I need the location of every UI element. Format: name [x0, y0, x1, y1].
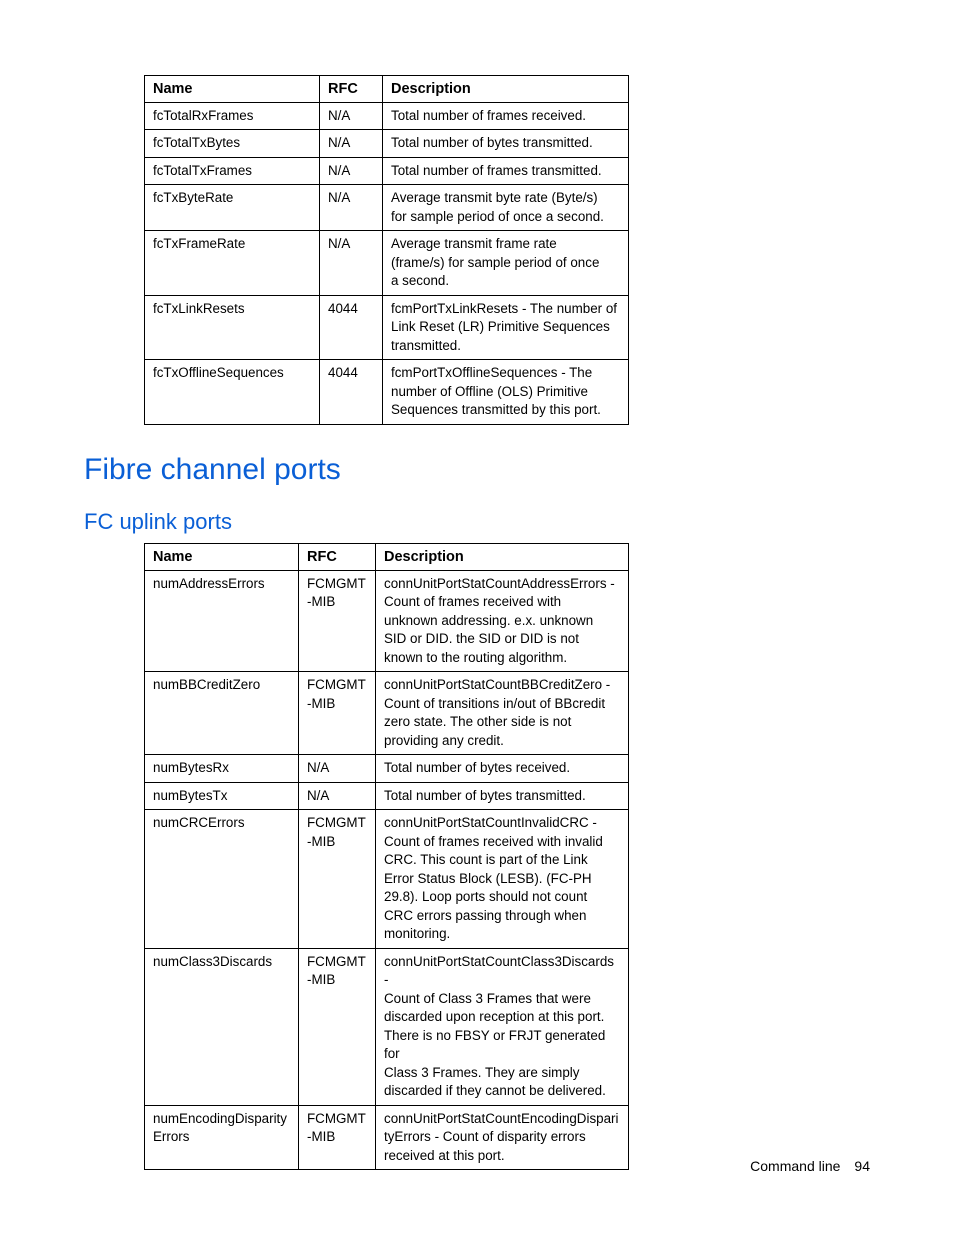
- cell-rfc: 4044: [320, 295, 383, 360]
- cell-rfc: FCMGMT -MIB: [299, 810, 376, 949]
- cell-rfc: 4044: [320, 360, 383, 425]
- table-row: [145, 672, 629, 755]
- table-row: [145, 231, 629, 296]
- table-row: [145, 782, 629, 810]
- table-row: [145, 360, 629, 425]
- cell-name: numClass3Discards: [145, 948, 299, 1105]
- page-footer: [736, 1158, 870, 1174]
- cell-name: fcTotalTxBytes: [145, 130, 320, 158]
- column-header-rfc: RFC: [299, 544, 376, 571]
- page-number: 94: [854, 1158, 870, 1174]
- cell-description: connUnitPortStatCountAddressErrors - Count of frames received with unknown addressing. e.x. unknown SID or DID. the SID or DID is not known to the routing algorithm.: [376, 570, 629, 672]
- cell-description: Average transmit frame rate (frame/s) for sample period of once a second.: [383, 231, 629, 296]
- cell-name: numBytesTx: [145, 782, 299, 810]
- mib-table-fc-uplink-ports: [144, 543, 629, 1170]
- table-header-row: [145, 76, 629, 103]
- cell-rfc: N/A: [320, 130, 383, 158]
- table-row: [145, 130, 629, 158]
- cell-rfc: FCMGMT -MIB: [299, 672, 376, 755]
- cell-name: numBBCreditZero: [145, 672, 299, 755]
- cell-rfc: FCMGMT -MIB: [299, 1105, 376, 1170]
- mib-table-fc-counters: [144, 75, 629, 425]
- cell-name: numEncodingDisparity Errors: [145, 1105, 299, 1170]
- table-row: [145, 295, 629, 360]
- cell-description: Total number of bytes transmitted.: [383, 130, 629, 158]
- cell-rfc: N/A: [320, 231, 383, 296]
- table-row: [145, 1105, 629, 1170]
- table-header-row: [145, 544, 629, 571]
- cell-rfc: N/A: [320, 185, 383, 231]
- cell-description: Average transmit byte rate (Byte/s) for sample period of once a second.: [383, 185, 629, 231]
- section-heading: Fibre channel ports: [84, 453, 341, 486]
- column-header-description: Description: [376, 544, 629, 571]
- table-row: [145, 185, 629, 231]
- cell-description: fcmPortTxLinkResets - The number of Link Reset (LR) Primitive Sequences transmitted.: [383, 295, 629, 360]
- column-header-rfc: RFC: [320, 76, 383, 103]
- cell-description: connUnitPortStatCountClass3Discards - Count of Class 3 Frames that were discarded upon reception at this port. There is no FBSY or FRJT generated for Class 3 Frames. They are simply discarded if they cannot be delivered.: [376, 948, 629, 1105]
- table-row: [145, 948, 629, 1105]
- subsection-heading: FC uplink ports: [84, 509, 232, 534]
- column-header-name: Name: [145, 544, 299, 571]
- table-row: [145, 102, 629, 130]
- cell-rfc: N/A: [320, 102, 383, 130]
- cell-description: Total number of bytes transmitted.: [376, 782, 629, 810]
- cell-name: fcTxLinkResets: [145, 295, 320, 360]
- cell-rfc: FCMGMT -MIB: [299, 570, 376, 672]
- cell-description: connUnitPortStatCountBBCreditZero - Count of transitions in/out of BBcredit zero state. The other side is not providing any credit.: [376, 672, 629, 755]
- cell-name: numCRCErrors: [145, 810, 299, 949]
- cell-name: numAddressErrors: [145, 570, 299, 672]
- cell-name: fcTxOfflineSequences: [145, 360, 320, 425]
- cell-rfc: N/A: [320, 157, 383, 185]
- cell-name: numBytesRx: [145, 755, 299, 783]
- cell-rfc: N/A: [299, 755, 376, 783]
- cell-description: fcmPortTxOfflineSequences - The number of Offline (OLS) Primitive Sequences transmitted by this port.: [383, 360, 629, 425]
- cell-description: Total number of frames received.: [383, 102, 629, 130]
- footer-section-title: Command line: [750, 1158, 841, 1174]
- cell-name: fcTxFrameRate: [145, 231, 320, 296]
- cell-rfc: N/A: [299, 782, 376, 810]
- cell-description: Total number of bytes received.: [376, 755, 629, 783]
- column-header-name: Name: [145, 76, 320, 103]
- cell-name: fcTotalTxFrames: [145, 157, 320, 185]
- table-row: [145, 810, 629, 949]
- cell-name: fcTotalRxFrames: [145, 102, 320, 130]
- cell-rfc: FCMGMT -MIB: [299, 948, 376, 1105]
- cell-description: connUnitPortStatCountEncodingDispari tyErrors - Count of disparity errors received at this port.: [376, 1105, 629, 1170]
- table-row: [145, 157, 629, 185]
- cell-name: fcTxByteRate: [145, 185, 320, 231]
- column-header-description: Description: [383, 76, 629, 103]
- table-row: [145, 755, 629, 783]
- table-row: [145, 570, 629, 672]
- cell-description: connUnitPortStatCountInvalidCRC - Count of frames received with invalid CRC. This count is part of the Link Error Status Block (LESB). (FC-PH 29.8). Loop ports should not count CRC errors passing through when monitoring.: [376, 810, 629, 949]
- cell-description: Total number of frames transmitted.: [383, 157, 629, 185]
